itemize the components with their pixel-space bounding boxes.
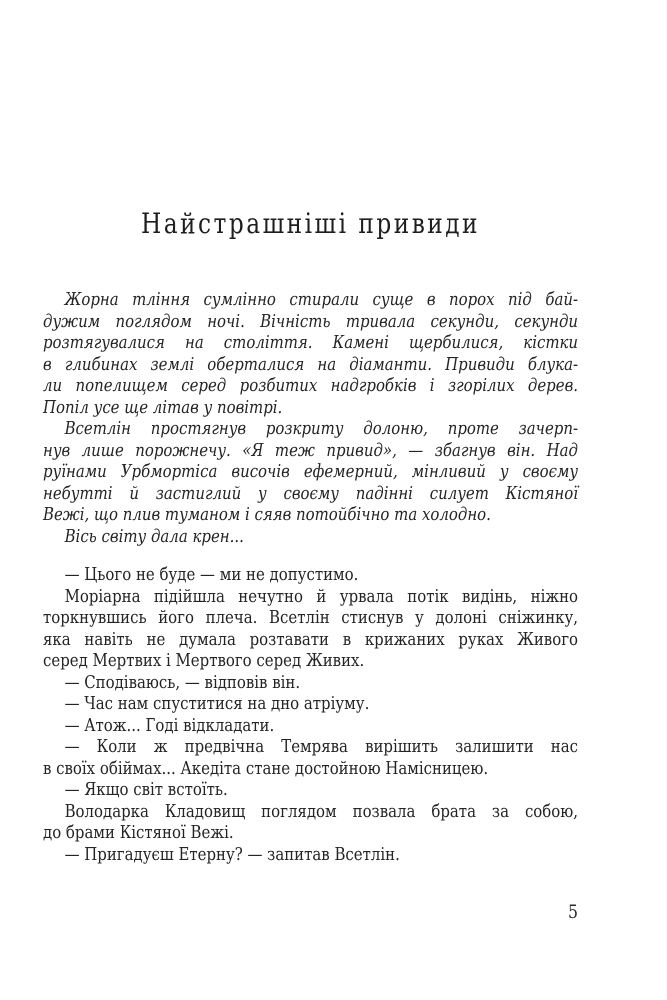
text-line: Вісь світу дала крен... — [64, 525, 244, 547]
text-line: руїнами Урбмортіса височів ефемерний, мінливий у своєму — [43, 461, 579, 482]
text-line: — Пригадуєш Етерну? — запитав Всетлін. — [64, 843, 400, 865]
text-line: — Якщо світ встоїть. — [64, 779, 228, 800]
text-line: Попіл усе ще літав у повітрі. — [43, 396, 283, 418]
text-line: нув лише порожнечу. «Я теж привид», — збагнув він. Над — [43, 439, 579, 461]
text-line: в глибинах землі оберталися на діаманти. Привиди блука- — [43, 353, 579, 375]
text-line: торкнувшись його плеча. Всетлін стиснув у долоні сніжинку, — [43, 607, 579, 628]
text-line: Володарка Кладовищ поглядом позвала брата за собою, — [64, 800, 579, 822]
page-text-block — [43, 289, 667, 865]
text-line: — Час нам спуститися на дно атріуму. — [64, 693, 370, 714]
text-line: Моріарна підійшла нечутно й урвала потік видінь, ніжно — [64, 585, 579, 607]
text-line: яка навіть не думала розтавати в крижаних руках Живого — [43, 628, 579, 650]
text-line: — Атож... Годі відкладати. — [64, 714, 275, 736]
text-line: в своїх обіймах... Акедіта стане достойною Намісницею. — [43, 757, 489, 779]
chapter-title: Найстрашніші привиди — [141, 207, 481, 240]
text-line: ли попелищем серед розбитих надгробків і згорілих дерев. — [43, 375, 579, 396]
text-line: серед Мертвих і Мертвого серед Живих. — [43, 650, 365, 671]
text-line: Вежі, що плив туманом і сяяв потойбічно та холодно. — [43, 504, 491, 525]
text-line: Жорна тління сумлінно стирали суще в порох під бай- — [64, 289, 579, 310]
text-line: небутті й застиглий у своєму падінні силует Кістяної — [43, 482, 579, 504]
text-line: до брами Кістяної Вежі. — [43, 822, 234, 843]
text-line: — Коли ж предвічна Темрява вирішить залишити нас — [64, 736, 579, 757]
text-line: дужим поглядом ночі. Вічність тривала секунди, секунди — [43, 310, 579, 332]
text-line: розтягувалися на століття. Камені щербилися, кістки — [43, 332, 579, 353]
text-line: — Цього не буде — ми не допустимо. — [64, 564, 359, 585]
page-number: 5 — [567, 901, 579, 923]
text-line: — Сподіваюсь, — відповів він. — [64, 671, 301, 693]
text-line: Всетлін простягнув розкриту долоню, проте зачерп- — [64, 418, 579, 439]
